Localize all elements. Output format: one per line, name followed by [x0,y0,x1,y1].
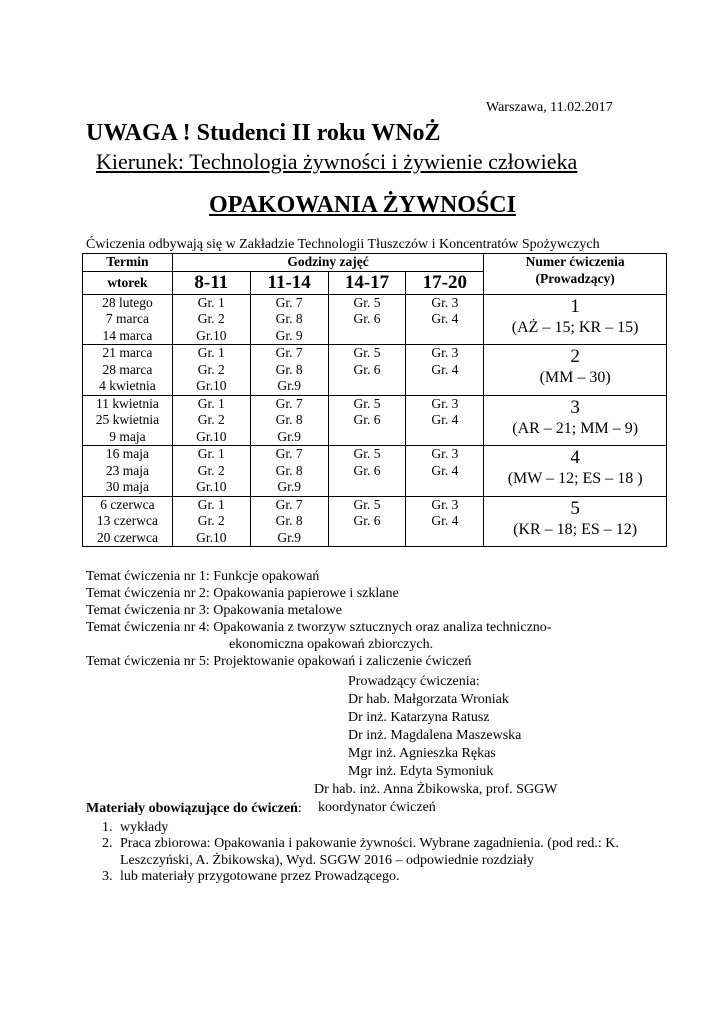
group: Gr. 1 [197,446,225,461]
group: Gr. 6 [353,462,381,478]
staff-name: Mgr inż. Edyta Symoniuk [348,764,494,779]
slot1-groups [172,294,250,345]
group: Gr. 4 [431,412,459,427]
group: Gr. 3 [431,446,459,461]
exercise-cell [484,446,667,497]
materials-item: 1. wykłady [116,820,630,837]
topic-4: Temat ćwiczenia nr 4: Opakowania z tworzyw sztucznych oraz analiza techniczno- [86,620,552,635]
materials-heading: Materiały obowiązujące do ćwiczeń [86,801,298,816]
place-date: Warszawa, 11.02.2017 [486,100,613,115]
materials-item: 2. Praca zbiorowa: Opakowania i pakowanie żywności. Wybrane zagadnienia. (pod red.: K. Leszczyński, A. Żbikowska), Wyd. SGGW 2016 – odpowiednie rozdziały [116,836,630,869]
group: Gr. 1 [197,496,225,512]
slot1-groups [172,395,250,446]
group: Gr.9 [277,479,301,494]
slot-14-17: 14-17 [328,271,406,294]
group: Gr.9 [277,378,301,393]
group: Gr. 3 [431,345,459,360]
exercise-cell [484,294,667,345]
slot4-groups [406,345,484,396]
group: Gr. 4 [431,462,459,478]
group: Gr.10 [196,529,227,545]
table-header-row [83,254,667,272]
table-row [83,395,667,446]
group: Gr. 5 [353,446,381,461]
location-note: Ćwiczenia odbywają się w Zakładzie Technologii Tłuszczów i Koncentratów Spożywczych [86,237,600,252]
slot3-groups [328,345,406,396]
date: 21 marca [102,345,153,360]
date: 6 czerwca [100,496,155,512]
group: Gr.10 [196,327,227,343]
date: 16 maja [105,446,149,461]
header-termin: Termin [83,254,173,272]
date: 7 marca [105,311,149,326]
group: Gr. 1 [197,345,225,360]
group: Gr. 4 [431,361,459,377]
topics-list [86,568,551,670]
slot4-groups [406,446,484,497]
group: Gr. 6 [353,412,381,427]
date: 13 czerwca [96,513,158,528]
header-hours: Godziny zajęć [172,254,483,272]
slot-11-14: 11-14 [250,271,328,294]
staff-name: Dr hab. Małgorzata Wroniak [348,692,509,707]
group: Gr. 3 [431,496,459,512]
slot4-groups [406,395,484,446]
exercise-leaders: (AR – 21; MM – 9) [512,419,639,437]
slot4-groups [406,294,484,345]
header-number-line2: (Prowadzący) [535,270,615,286]
date: 9 maja [109,428,146,444]
header-number-line1: Numer ćwiczenia [525,254,625,269]
exercise-number: 2 [570,346,580,367]
coordinator-name: Dr hab. inż. Anna Żbikowska, prof. SGGW [314,782,558,797]
materials-colon: : [297,801,302,816]
staff-name: Dr inż. Katarzyna Ratusz [348,710,490,725]
group: Gr. 6 [353,311,381,326]
group: Gr. 5 [353,395,381,411]
slot-17-20: 17-20 [406,271,484,294]
slot2-groups [250,345,328,396]
date: 28 marca [102,361,153,377]
exercise-cell [484,496,667,547]
exercise-number: 3 [570,396,580,418]
group: Gr.9 [277,428,301,444]
staff-heading: Prowadzący ćwiczenia: [348,674,480,689]
group: Gr. 1 [197,395,225,411]
schedule-table [82,253,667,547]
course-heading: OPAKOWANIA ŻYWNOŚCI [209,192,516,218]
group: Gr. 2 [197,311,225,326]
staff-name: Dr inż. Magdalena Maszewska [348,728,522,743]
slot3-groups [328,294,406,345]
materials-section [86,801,630,886]
staff-name: Mgr inż. Agnieszka Rękas [348,746,496,761]
slot4-groups [406,496,484,547]
group: Gr. 6 [353,361,381,377]
group: Gr.10 [196,479,227,494]
dates-cell [83,395,173,446]
group: Gr. 2 [197,462,225,478]
slot2-groups [250,446,328,497]
group: Gr.9 [277,529,301,545]
table-row [83,496,667,547]
topic-4-continued: ekonomiczna opakowań zbiorczych. [229,637,434,652]
dates-cell [83,496,173,547]
slot1-groups [172,446,250,497]
slot1-groups [172,345,250,396]
group: Gr. 2 [197,513,225,528]
staff-list [314,673,557,817]
exercise-cell [484,345,667,396]
date: 23 maja [105,462,149,478]
dates-cell [83,446,173,497]
topic-2: Temat ćwiczenia nr 2: Opakowania papierowe i szklane [86,586,399,601]
group: Gr. 5 [353,345,381,360]
group: Gr. 2 [197,412,225,427]
materials-list [86,820,630,886]
coordinator-role: koordynator ćwiczeń [318,800,436,815]
group: Gr. 7 [275,446,303,461]
exercise-number: 5 [570,497,580,519]
group: Gr. 5 [353,496,381,512]
group: Gr. 7 [275,294,303,310]
group: Gr. 8 [275,513,303,528]
group: Gr. 9 [275,327,303,343]
dates-cell [83,294,173,345]
date: 28 lutego [102,294,153,310]
group: Gr. 3 [431,294,459,310]
exercise-leaders: (MW – 12; ES – 18 ) [507,470,643,487]
date: 20 czerwca [96,529,158,545]
group: Gr. 1 [197,294,225,310]
group: Gr. 5 [353,294,381,310]
group: Gr. 4 [431,311,459,326]
exercise-leaders: (MM – 30) [539,369,611,386]
date: 11 kwietnia [96,395,159,411]
group: Gr.10 [196,378,227,393]
materials-item: 3. lub materiały przygotowane przez Prowadzącego. [116,869,630,886]
date: 25 kwietnia [95,412,160,427]
group: Gr. 8 [275,412,303,427]
group: Gr. 8 [275,361,303,377]
dates-cell [83,345,173,396]
notice-title: UWAGA ! Studenci II roku WNoŻ [86,120,441,146]
slot2-groups [250,496,328,547]
group: Gr. 8 [275,462,303,478]
slot1-groups [172,496,250,547]
group: Gr. 2 [197,361,225,377]
exercise-leaders: (AŻ – 15; KR – 15) [511,318,639,336]
group: Gr. 7 [275,345,303,360]
date: 14 marca [102,327,153,343]
exercise-number: 4 [570,447,580,468]
topic-5: Temat ćwiczenia nr 5: Projektowanie opakowań i zaliczenie ćwiczeń [86,654,472,669]
slot3-groups [328,496,406,547]
slot2-groups [250,395,328,446]
date: 4 kwietnia [99,378,156,393]
field-of-study: Kierunek: Technologia żywności i żywienie człowieka [96,149,578,174]
group: Gr. 7 [275,395,303,411]
slot3-groups [328,446,406,497]
group: Gr.10 [196,428,227,444]
day-label: wtorek [83,271,173,294]
slot2-groups [250,294,328,345]
exercise-cell [484,395,667,446]
group: Gr. 6 [353,513,381,528]
topic-3: Temat ćwiczenia nr 3: Opakowania metalowe [86,603,342,618]
exercise-number: 1 [570,295,580,317]
table-row [83,345,667,396]
table-row [83,294,667,345]
date: 30 maja [105,479,149,494]
group: Gr. 7 [275,496,303,512]
exercise-leaders: (KR – 18; ES – 12) [513,520,638,538]
table-row [83,446,667,497]
topic-1: Temat ćwiczenia nr 1: Funkcje opakowań [86,569,320,584]
group: Gr. 3 [431,395,459,411]
slot3-groups [328,395,406,446]
group: Gr. 4 [431,513,459,528]
group: Gr. 8 [275,311,303,326]
slot-8-11: 8-11 [172,271,250,294]
header-number [484,254,667,295]
